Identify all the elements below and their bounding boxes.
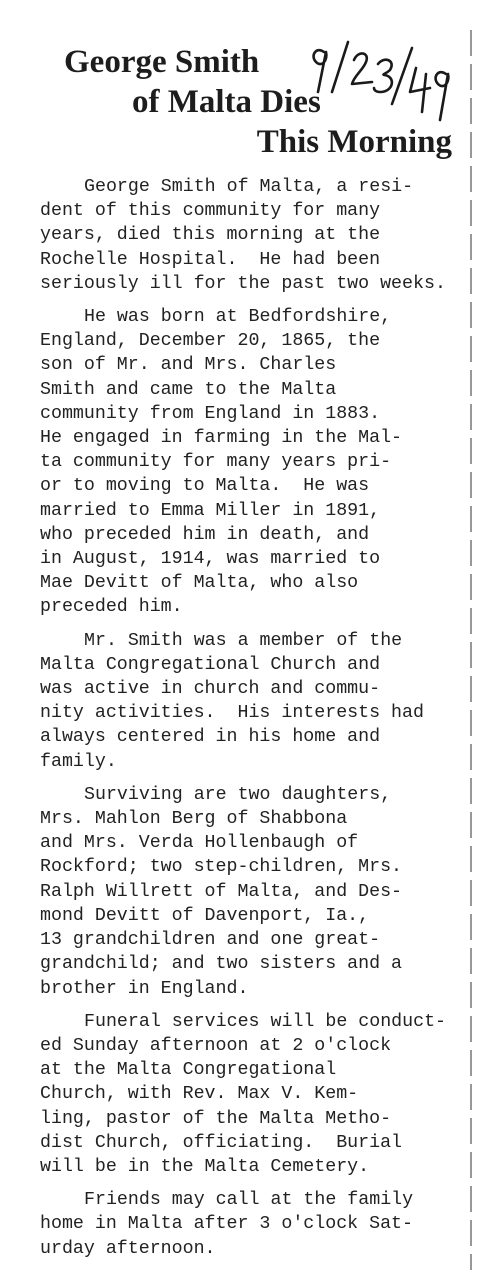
article-paragraph (40, 629, 460, 774)
paragraph-line: He engaged in farming in the Mal- (40, 428, 403, 449)
paragraph-line: Smith and came to the Malta (40, 379, 337, 400)
paragraph-line: was active in church and commu- (40, 679, 381, 700)
paragraph-line: dent of this community for many (40, 201, 381, 222)
paragraph-line: seriously ill for the past two weeks. (40, 273, 446, 294)
paragraph-line: always centered in his home and (40, 727, 381, 748)
paragraph-line: preceded him. (40, 597, 183, 618)
paragraph-line: Funeral services will be conduct- (84, 1011, 447, 1032)
article-body (40, 175, 460, 1270)
handwritten-date (308, 30, 458, 130)
paragraph-line: Mr. Smith was a member of the (84, 630, 403, 651)
paragraph-line: brother in England. (40, 978, 249, 999)
paragraph-line: Ralph Willrett of Malta, and Des- (40, 881, 403, 902)
paragraph-line: family. (40, 751, 117, 772)
paragraph-line: ta community for many years pri- (40, 452, 392, 473)
paragraph-line: grandchild; and two sisters and a (40, 954, 403, 975)
article-paragraph (40, 305, 460, 620)
paragraph-line: dist Church, officiating. Burial (40, 1132, 403, 1153)
paragraph-line: or to moving to Malta. He was (40, 476, 370, 497)
paragraph-line: 13 grandchildren and one great- (40, 930, 381, 951)
paragraph-line: urday afternoon. (40, 1238, 216, 1259)
article-paragraph (40, 1010, 460, 1179)
headline-line-1: George Smith (64, 44, 260, 80)
paragraph-line: England, December 20, 1865, the (40, 331, 381, 352)
paragraph-line: Rochelle Hospital. He had been (40, 249, 381, 270)
paragraph-line: nity activities. His interests had (40, 703, 424, 724)
paragraph-line: at the Malta Congregational (40, 1060, 337, 1081)
paragraph-line: Rockford; two step-children, Mrs. (40, 857, 403, 878)
paragraph-line: Mae Devitt of Malta, who also (40, 573, 359, 594)
headline-line-3: This Morning (256, 124, 452, 160)
paragraph-line: He was born at Bedfordshire, (84, 307, 392, 328)
paragraph-line: Malta Congregational Church and (40, 654, 381, 675)
column-rule (470, 30, 472, 1270)
paragraph-line: Friends may call at the family (84, 1190, 414, 1211)
paragraph-line: community from England in 1883. (40, 403, 381, 424)
paragraph-line: and Mrs. Verda Hollenbaugh of (40, 833, 359, 854)
handwritten-date-drawing (308, 30, 458, 130)
article-paragraph (40, 1188, 460, 1261)
paragraph-line: who preceded him in death, and (40, 524, 370, 545)
paragraph-line: George Smith of Malta, a resi- (84, 177, 414, 197)
paragraph-line: son of Mr. and Mrs. Charles (40, 355, 337, 376)
paragraph-line: will be in the Malta Cemetery. (40, 1156, 370, 1177)
paragraph-line: ed Sunday afternoon at 2 o'clock (40, 1035, 392, 1056)
paragraph-line: years, died this morning at the (40, 225, 381, 246)
paragraph-line: married to Emma Miller in 1891, (40, 500, 381, 521)
headline-line-2: of Malta Dies (132, 84, 321, 120)
paragraph-line: mond Devitt of Davenport, Ia., (40, 905, 370, 926)
paragraph-line: Mrs. Mahlon Berg of Shabbona (40, 809, 348, 830)
paragraph-line: home in Malta after 3 o'clock Sat- (40, 1214, 413, 1235)
paragraph-line: in August, 1914, was married to (40, 549, 381, 570)
paragraph-line: Church, with Rev. Max V. Kem- (40, 1084, 359, 1105)
paragraph-line: Surviving are two daughters, (84, 784, 392, 805)
article-paragraph (40, 175, 460, 296)
article-paragraph (40, 783, 460, 1001)
paragraph-line: ling, pastor of the Malta Metho- (40, 1108, 392, 1129)
